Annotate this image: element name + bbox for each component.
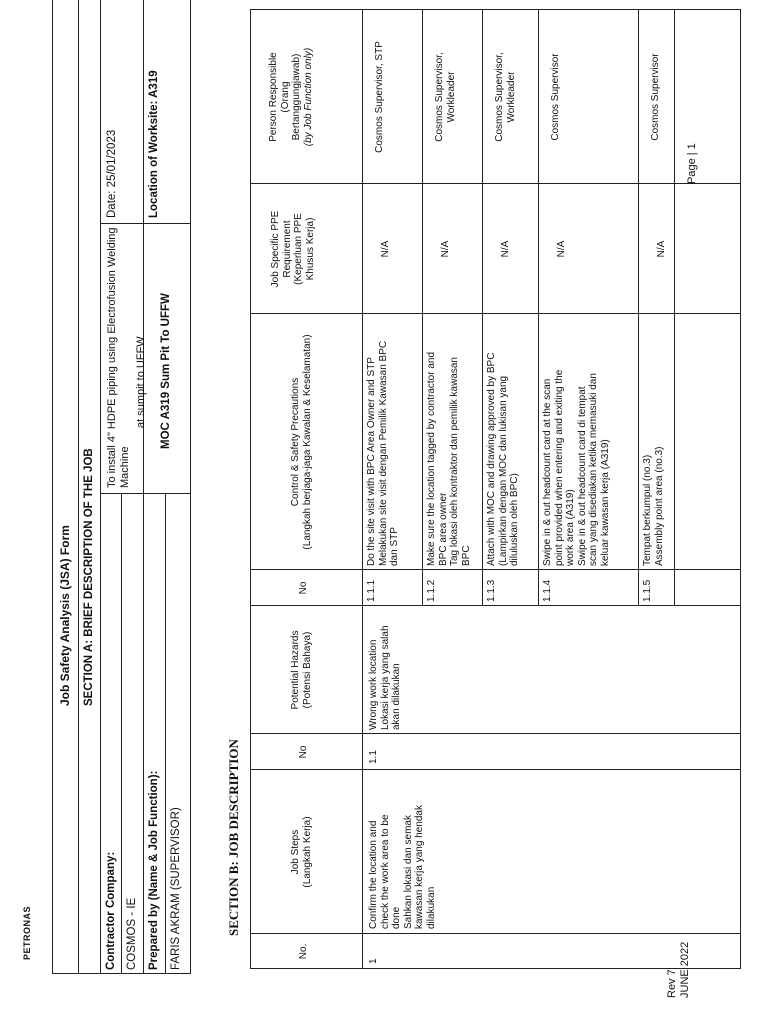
header-controls-ms: (Langkah berjaga-jaga Kawalan & Keselamatan): [301, 334, 313, 550]
date-field: Date: 25/01/2023: [106, 129, 118, 218]
control-text-line: work area (A319): [565, 489, 576, 566]
footer-revision: [666, 942, 691, 998]
control-text-line: point provided when entering and exiting the: [553, 369, 565, 566]
control-text-line: diluluskan oleh BPC): [509, 473, 520, 566]
logo-text: PETRONAS: [22, 905, 32, 960]
ppe-value: N/A: [656, 240, 667, 258]
step-text: [368, 772, 437, 929]
header-no-3: No: [298, 581, 309, 595]
control-text: [426, 316, 472, 566]
hazard-text-3: akan dilakukan: [391, 663, 402, 730]
location-field: Location of Worksite: A319: [148, 70, 160, 218]
control-text: [366, 316, 401, 566]
hazard-text: [368, 608, 403, 730]
ppe-value: N/A: [380, 240, 391, 258]
control-text-line: dan STP: [389, 527, 400, 566]
control-text-line: Swipe in & out headcount card at the scan: [542, 378, 553, 566]
control-text-line: Do the site visit with BPC Area Owner and STP: [366, 357, 377, 566]
person-responsible-line: Cosmos Supervisor, STP: [374, 41, 385, 153]
footer-date: JUNE 2022: [678, 941, 691, 998]
footer-rev: Rev 7: [666, 969, 678, 998]
job-description: [106, 226, 148, 488]
person-responsible-line: Cosmos Supervisor: [650, 53, 661, 141]
control-number: 1.1.4: [542, 579, 553, 602]
section-b-title: SECTION B: JOB DESCRIPTION: [226, 739, 241, 936]
person-responsible-line: Cosmos Supervisor: [550, 53, 561, 141]
step-text-en-3: done: [391, 906, 402, 929]
person-responsible: [650, 10, 662, 184]
header-hazards-en: Potential Hazards: [290, 630, 301, 710]
control-text-line: Attach with MOC and drawing approved by BPC: [486, 352, 497, 566]
step-text-en-2: check the work area to be: [379, 814, 391, 929]
prepared-label: Prepared by (Name & Job Function):: [148, 770, 160, 970]
control-text: [542, 316, 611, 566]
control-text: [642, 316, 665, 566]
person-responsible: [494, 10, 517, 184]
person-responsible: [434, 10, 457, 184]
header-person-3: Bertanggungjawab): [291, 53, 302, 141]
page-number: Page | 1: [686, 143, 698, 184]
job-description-line-2: at sumpit to UFFW: [135, 336, 148, 428]
header-job-steps: [290, 772, 313, 932]
hazard-text-1: Wrong work location: [368, 639, 379, 730]
header-no-2: No: [298, 745, 309, 759]
control-text-line: Tag lokasi oleh kontraktor dan pemilik kawasan: [449, 357, 460, 566]
header-controls-en: Control & Safety Precautions: [290, 377, 301, 507]
ppe-value: N/A: [440, 240, 451, 258]
step-text-en-1: Confirm the location and: [368, 820, 379, 929]
header-hazards: [290, 607, 313, 733]
step-text-ms-2: kawasan kerja yang hendak: [414, 805, 425, 929]
control-text-line: keluar kawasan kerja (A319): [599, 439, 611, 566]
control-number: 1.1.1: [366, 579, 377, 602]
job-description-line-1: To install 4" HDPE piping using Electrofusion Welding Machine: [106, 227, 131, 488]
header-person-1: Person Responsible: [268, 52, 279, 142]
person-responsible-line: Workleader: [445, 71, 457, 123]
control-text-line: BPC: [460, 545, 472, 566]
header-ppe-1: Job Specific PPE: [270, 210, 281, 288]
contractor-value: COSMOS - IE: [126, 897, 138, 970]
header-person: [268, 12, 314, 182]
control-text-line: Swipe in & out headcount card di tempat: [576, 386, 588, 566]
header-job-steps-ms: (Langkah Kerja): [301, 816, 313, 888]
contractor-label: Contractor Company:: [105, 851, 117, 970]
petronas-logo: [22, 906, 32, 960]
control-text-line: BPC area owner: [437, 492, 449, 566]
control-number: 1.1.3: [486, 579, 497, 602]
prepared-value: FARIS AKRAM (SUPERVISOR): [170, 807, 182, 970]
control-text: [486, 316, 521, 566]
job-title: MOC A319 Sum Pit To UFFW: [160, 293, 172, 449]
header-person-2: (Orang: [279, 81, 291, 113]
header-ppe-4: Khusus Kerja): [304, 217, 316, 281]
control-text-line: Assembly point area (no.3): [653, 446, 665, 566]
header-no: No.: [298, 943, 309, 960]
step-text-ms-1: Sahkan lokasi dan semak: [402, 815, 414, 929]
header-ppe: [270, 186, 316, 312]
header-ppe-3: (Keperluan PPE: [293, 213, 304, 285]
person-responsible-line: Cosmos Supervisor,: [494, 52, 505, 142]
control-text-line: scan yang disediakan ketika memasuki dan: [588, 373, 599, 566]
control-text-line: Melakukan site visit dengan Pemilik Kawasan BPC: [377, 340, 389, 566]
form-title: Job Safety Analysis (JSA) Form: [58, 525, 72, 706]
control-number: 1.1.2: [426, 579, 437, 602]
hazard-text-2: Lokasi kerja yang salah: [379, 625, 391, 730]
hazard-number: 1.1: [368, 750, 379, 764]
step-number: 1: [368, 958, 379, 964]
control-number: 1.1.5: [642, 579, 653, 602]
header-controls: [290, 316, 313, 568]
ppe-value: N/A: [500, 240, 511, 258]
person-responsible-line: Workleader: [505, 71, 517, 123]
header-person-4: (by Job Function only): [302, 47, 314, 147]
person-responsible-line: Cosmos Supervisor,: [434, 52, 445, 142]
control-text-line: (Lampirkan dengan MOC dan lukisan yang: [497, 375, 509, 566]
section-a-title: SECTION A: BRIEF DESCRIPTION OF THE JOB: [83, 448, 95, 706]
person-responsible: [550, 10, 562, 184]
header-hazards-ms: (Potensi Bahaya): [301, 631, 313, 709]
person-responsible: [374, 10, 386, 184]
control-text-line: Make sure the location tagged by contractor and: [426, 351, 437, 566]
header-job-steps-en: Job Steps: [290, 829, 301, 875]
control-text-line: Tempat berkumpul (no.3): [642, 454, 653, 566]
ppe-value: N/A: [556, 240, 567, 258]
header-ppe-2: Requirement: [281, 220, 293, 278]
step-text-ms-3: dilakukan: [425, 886, 437, 929]
